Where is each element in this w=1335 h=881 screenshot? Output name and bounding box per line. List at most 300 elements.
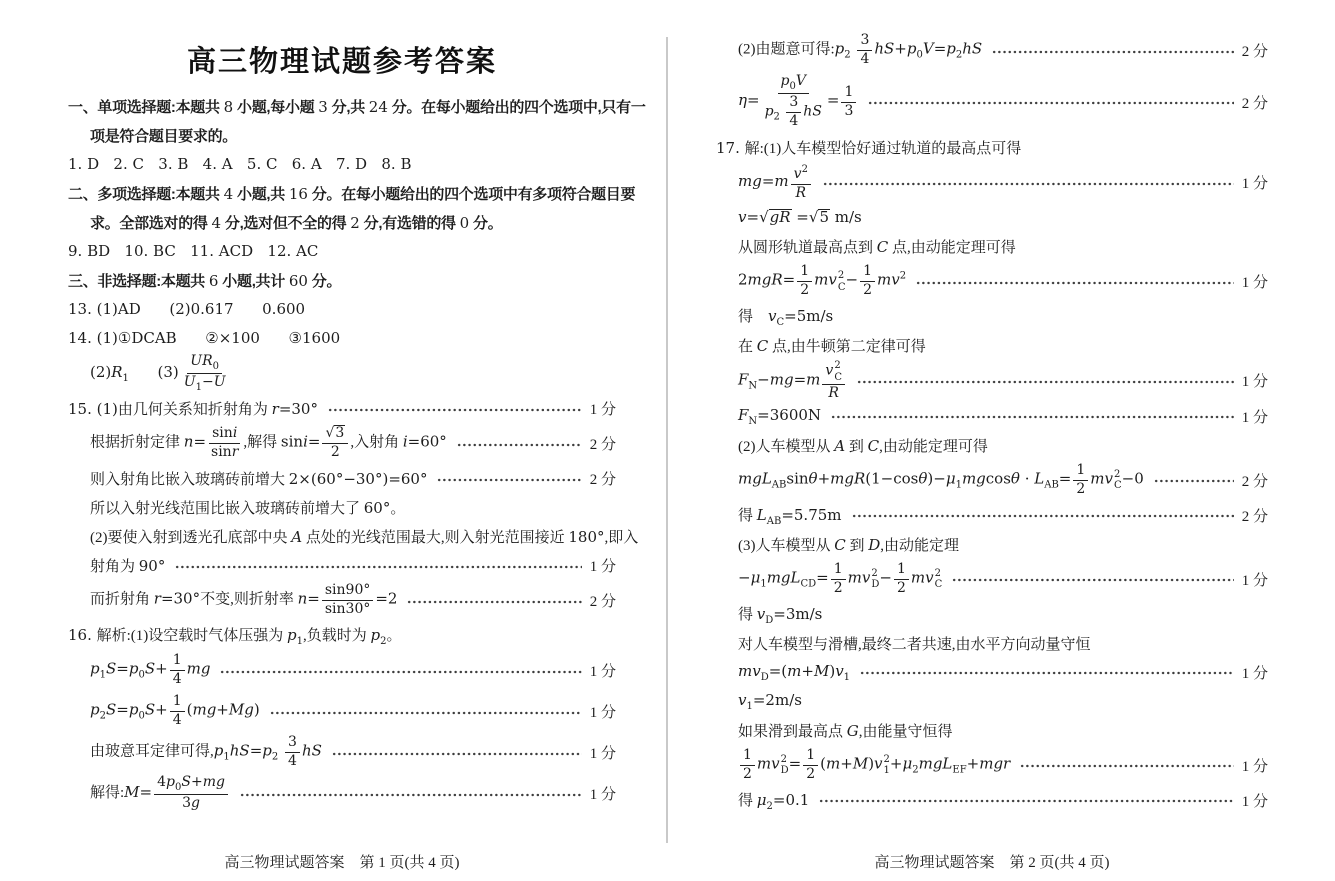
text-segment: 5	[819, 208, 829, 226]
math-variable: mv	[756, 754, 780, 773]
math-variable: v	[793, 165, 802, 182]
text-segment: 小题,共计	[218, 273, 289, 290]
doc-line	[716, 745, 1268, 786]
fraction	[170, 694, 185, 728]
numerator	[170, 653, 185, 671]
text-segment: 而折射角	[90, 591, 154, 608]
radical-sign: √	[759, 208, 769, 226]
score-label: 2 分	[1241, 508, 1268, 525]
math-variable: v	[825, 362, 834, 379]
math-variable: p	[764, 103, 774, 120]
line-content	[738, 435, 988, 456]
text-segment: (1−cos	[865, 469, 919, 488]
subscript: EF	[952, 764, 967, 776]
math-variable: mv	[814, 270, 837, 289]
doc-line	[68, 522, 639, 551]
text-segment: 在	[738, 339, 757, 355]
text-segment: =2	[375, 589, 398, 608]
denominator	[740, 766, 755, 783]
doc-line	[716, 716, 1268, 745]
math-variable: θ	[918, 469, 928, 488]
line-content	[68, 242, 318, 261]
doc-line	[68, 773, 616, 814]
dotted-leader	[457, 443, 582, 447]
math-variable: p	[262, 741, 272, 760]
subscript: 2	[844, 49, 851, 61]
text-segment: 分。	[307, 273, 342, 290]
denominator	[857, 51, 872, 68]
text-segment: 90°	[138, 557, 166, 575]
text-segment: (3)	[128, 362, 179, 381]
text-segment: 2	[1076, 480, 1086, 497]
column-divider	[666, 37, 668, 843]
math-variable: R	[111, 362, 123, 381]
doc-line	[68, 551, 616, 580]
line-content	[68, 270, 341, 291]
math-variable: v	[738, 208, 747, 226]
page-2-footer: 高三物理试题答案 第 2 页(共 4 页)	[874, 855, 1110, 871]
subscript: 2	[773, 111, 780, 123]
math-variable: r	[153, 589, 161, 608]
doc-line	[716, 559, 1268, 600]
line-content	[738, 264, 906, 298]
math-variable: Mg	[228, 700, 254, 719]
doc-line	[68, 324, 616, 353]
math-variable: M	[852, 754, 869, 773]
math-variable: UR	[190, 352, 213, 369]
fraction	[285, 735, 300, 769]
doc-line	[716, 501, 1268, 530]
math-variable: v	[835, 661, 844, 680]
text-segment: 4	[211, 214, 222, 232]
doc-line	[68, 464, 616, 493]
math-variable: m	[787, 661, 802, 680]
subscript: 0	[789, 81, 796, 93]
numerator	[285, 735, 300, 753]
page-title: 高三物理试题参考答案	[186, 46, 497, 78]
numerator	[1073, 463, 1088, 481]
line-content	[90, 426, 447, 460]
fraction	[797, 264, 812, 298]
subscript: 2	[766, 800, 773, 812]
math-variable: gR	[769, 208, 791, 226]
text-segment: C	[934, 579, 943, 591]
text-segment: 60°	[363, 499, 391, 517]
math-variable: θ	[1010, 469, 1020, 488]
math-variable: L	[1034, 469, 1045, 488]
text-segment: 24	[368, 98, 388, 116]
text-segment: =	[788, 754, 802, 773]
subscript: D	[760, 671, 769, 683]
line-content	[738, 603, 822, 626]
text-segment: 3	[335, 425, 345, 442]
text-segment: ,由动能定理可得	[879, 438, 988, 455]
doc-line	[716, 658, 1268, 687]
text-segment: 2	[837, 270, 845, 281]
score-label: 1 分	[589, 787, 616, 803]
numerator	[797, 264, 812, 282]
text-segment: 16.	[68, 626, 97, 644]
fraction	[803, 748, 818, 782]
text-segment: 2	[330, 444, 340, 460]
score-label: 1 分	[1241, 758, 1268, 775]
math-variable: F	[738, 370, 749, 389]
doc-line	[716, 629, 1268, 658]
text-segment: m/s	[829, 208, 862, 226]
text-segment: )−	[927, 469, 946, 488]
doc-line	[68, 650, 616, 691]
text-segment: 2	[871, 567, 878, 579]
doc-line	[68, 208, 616, 237]
math-variable: S	[105, 659, 117, 678]
line-content	[738, 305, 833, 328]
math-variable: m	[806, 370, 821, 389]
subscript: 2	[380, 636, 387, 647]
text-segment: 2	[350, 214, 360, 232]
text-segment: =30°	[278, 400, 318, 418]
dotted-leader	[916, 281, 1234, 285]
math-variable: p	[90, 659, 100, 678]
math-variable: p	[946, 39, 956, 58]
text-segment: 15. (1)	[68, 400, 118, 418]
text-segment: 16	[288, 185, 308, 203]
subscript: CD	[800, 578, 817, 590]
math-variable: G	[846, 721, 859, 740]
line-content	[738, 504, 842, 527]
line-content	[90, 212, 502, 233]
text-segment: −0	[1121, 469, 1144, 488]
doc-line	[68, 691, 616, 732]
line-content	[68, 624, 402, 647]
math-variable: i	[402, 432, 408, 451]
text-segment: )	[868, 754, 875, 773]
math-variable: V	[922, 39, 934, 58]
page-2-lines	[716, 30, 1268, 815]
doc-line	[68, 580, 616, 621]
text-segment: 二、多项选择题:本题共	[68, 186, 224, 203]
math-variable: g	[191, 795, 200, 812]
numerator	[841, 85, 856, 103]
doc-line	[716, 360, 1268, 402]
text-segment: D	[780, 765, 789, 777]
text-segment: 3	[182, 795, 191, 812]
stacked-scripts	[834, 360, 842, 383]
text-segment: +	[216, 700, 229, 719]
dotted-leader	[437, 478, 581, 482]
text-segment: 2	[934, 567, 941, 579]
line-content	[738, 789, 809, 812]
denominator	[786, 113, 801, 130]
denominator	[894, 580, 909, 597]
denominator	[285, 753, 300, 770]
fraction	[762, 74, 825, 130]
text-segment: 小题,共	[233, 186, 289, 203]
text-segment: 1	[863, 263, 873, 280]
text-segment: 2	[1114, 468, 1121, 480]
text-segment: 点处的光线范围最大,则入射光范围接近	[302, 530, 569, 546]
math-variable: R	[828, 385, 839, 401]
dotted-leader	[1154, 479, 1234, 483]
math-variable: η	[738, 91, 747, 110]
page-1-lines	[68, 92, 646, 814]
score-label: 1 分	[589, 559, 616, 575]
text-segment: 1	[883, 765, 890, 777]
text-segment: 则入射角比嵌入玻璃砖前增大	[90, 472, 289, 488]
denominator	[860, 282, 875, 299]
doc-line	[68, 493, 616, 522]
text-segment: =5m/s	[784, 307, 834, 325]
text-segment: 9. BD 10. BC 11. ACD 12. AC	[68, 242, 319, 260]
text-segment: 如果滑到最高点	[738, 723, 847, 740]
subscript: 1	[223, 751, 230, 763]
math-variable: A	[291, 528, 303, 546]
text-segment: 不变,则折射率	[200, 591, 298, 608]
text-segment: 分。在每小题给出的四个选项中,只有一	[387, 99, 646, 116]
math-variable: C	[867, 436, 880, 455]
doc-line	[68, 732, 616, 773]
square-root	[325, 426, 345, 441]
math-variable: mgL	[918, 754, 953, 773]
dotted-leader	[328, 408, 582, 412]
dotted-leader	[857, 380, 1234, 384]
text-segment	[780, 104, 784, 120]
math-variable: v	[738, 690, 747, 709]
math-variable: S	[181, 774, 191, 791]
subscript: 1	[122, 372, 129, 384]
fraction	[822, 360, 845, 402]
text-segment: 1	[172, 652, 182, 669]
math-variable: i	[232, 425, 238, 442]
dotted-leader	[868, 101, 1233, 105]
doc-line	[716, 402, 1268, 431]
text-segment: 4	[223, 185, 234, 203]
text-segment: 1	[896, 561, 906, 577]
doc-line	[68, 237, 616, 266]
fraction	[894, 562, 909, 596]
dotted-leader	[175, 565, 581, 569]
text-segment: sin	[786, 469, 809, 488]
math-variable: mv	[1090, 469, 1113, 488]
line-content	[90, 354, 231, 393]
page-1-footer: 高三物理试题答案 第 1 页(共 4 页)	[224, 855, 460, 871]
text-segment: 4	[172, 671, 182, 687]
doc-line	[68, 621, 616, 650]
text-segment: −	[757, 370, 770, 389]
doc-line	[716, 30, 1268, 71]
doc-line	[68, 266, 616, 295]
text-segment: 得	[738, 507, 757, 524]
doc-line	[716, 162, 1268, 203]
line-content	[738, 335, 926, 356]
text-segment: =	[307, 432, 321, 451]
line-content	[90, 125, 237, 146]
text-segment: −	[879, 568, 892, 587]
text-segment: 根据折射定律	[90, 434, 184, 451]
text-segment: 项是符合题目要求的。	[90, 128, 238, 145]
text-segment: 13. (1)AD (2)0.617 0.600	[68, 300, 306, 318]
subscript: 1	[195, 382, 202, 393]
math-variable: hS	[229, 741, 250, 760]
dotted-leader	[852, 514, 1234, 518]
subscript: N	[748, 415, 758, 427]
text-segment: 1. D 2. C 3. B 4. A 5. C 6. A 7. D 8. B	[68, 155, 412, 173]
math-variable: n	[297, 589, 308, 608]
line-content	[738, 562, 942, 596]
dotted-leader	[952, 578, 1233, 582]
numerator	[857, 33, 872, 51]
subscript: 1	[99, 669, 106, 681]
fraction	[208, 426, 241, 460]
text-segment: 60	[288, 272, 308, 290]
score-label: 1 分	[1241, 409, 1268, 426]
text-segment: (3)人车模型从	[738, 537, 835, 554]
line-content	[68, 398, 318, 419]
score-label: 1 分	[1241, 793, 1268, 810]
denominator	[170, 712, 185, 729]
denominator	[803, 766, 818, 783]
text-segment: 得	[738, 309, 769, 325]
superscript: 2	[801, 163, 808, 175]
line-content	[90, 497, 405, 518]
math-variable: p	[128, 659, 139, 678]
stacked-scripts	[1114, 469, 1122, 492]
text-segment: =3m/s	[773, 604, 823, 623]
line-content	[90, 735, 322, 769]
fraction	[181, 354, 229, 393]
numerator	[791, 164, 811, 185]
subscript: N	[748, 380, 758, 392]
text-segment: sin	[280, 432, 304, 451]
subscript: 0	[138, 669, 145, 681]
text-segment: =	[826, 91, 840, 110]
text-segment: =2m/s	[752, 690, 802, 709]
text-segment: =(	[768, 661, 788, 680]
text-segment: 分,有选错的得	[359, 215, 460, 232]
text-segment: sin	[212, 425, 233, 442]
fraction	[740, 748, 755, 782]
math-variable: p	[128, 700, 139, 719]
text-segment: cos	[985, 469, 1011, 488]
doc-line	[716, 71, 1268, 133]
numerator	[831, 562, 846, 580]
text-segment: 。	[390, 501, 406, 517]
doc-line	[716, 302, 1268, 331]
math-variable: C	[756, 337, 769, 355]
numerator	[322, 426, 348, 444]
text-segment: −	[738, 568, 751, 587]
text-segment: 2	[834, 360, 841, 371]
fraction	[170, 653, 185, 687]
text-segment: 2	[833, 579, 843, 596]
stacked-scripts	[781, 754, 789, 777]
math-variable: m	[826, 754, 841, 773]
numerator	[170, 694, 185, 712]
denominator	[170, 671, 185, 688]
fraction	[154, 775, 228, 812]
denominator	[841, 103, 856, 120]
text-segment: =	[249, 741, 263, 760]
text-segment: +	[155, 659, 168, 678]
math-variable: S	[105, 700, 117, 719]
line-content	[716, 137, 1021, 158]
text-segment: )	[829, 661, 836, 680]
text-segment: =	[747, 91, 760, 110]
math-variable: C	[876, 238, 889, 256]
denominator	[831, 580, 846, 597]
doc-line	[68, 179, 636, 208]
score-label: 1 分	[1241, 275, 1268, 291]
line-content	[738, 33, 982, 67]
text-segment: 3	[789, 94, 799, 111]
text-segment: 4	[172, 712, 182, 728]
doc-line	[716, 232, 1268, 261]
text-segment: =30°	[160, 589, 201, 608]
doc-line	[716, 331, 1268, 360]
text-segment: 4	[860, 51, 870, 67]
doc-line	[716, 530, 1268, 559]
math-variable: p	[90, 700, 100, 719]
subscript: 2	[955, 49, 963, 61]
text-segment: ,入射角	[350, 434, 403, 451]
text-segment: 由玻意耳定律可得,	[90, 743, 214, 760]
math-variable: m	[774, 171, 789, 190]
score-label: 1 分	[1241, 374, 1268, 391]
subscript: 1	[843, 671, 851, 683]
text-segment: =	[793, 370, 807, 389]
page-2-column	[716, 30, 1268, 815]
math-variable: mgR	[830, 469, 866, 488]
text-segment: =	[791, 208, 809, 226]
math-variable: L	[756, 505, 767, 524]
math-variable: A	[834, 436, 846, 455]
text-segment: 求。全部选对的得	[90, 215, 212, 232]
subscript: 0	[916, 49, 923, 61]
line-content	[738, 406, 821, 427]
math-variable: mv	[877, 270, 900, 289]
dotted-leader	[823, 182, 1234, 186]
math-variable: μ	[750, 568, 761, 587]
text-segment: 14. (1)①DCAB ②×100 ③1600	[68, 329, 341, 347]
subscript: 0	[138, 710, 145, 722]
doc-line	[68, 394, 616, 423]
line-content	[68, 96, 646, 117]
score-label: 2 分	[1241, 44, 1268, 60]
score-label: 1 分	[1241, 572, 1268, 589]
text-segment	[278, 742, 283, 760]
text-segment: 180°	[568, 528, 605, 546]
math-variable: F	[738, 405, 749, 424]
text-segment: 射角为	[90, 559, 139, 575]
text-segment: (2)由题意可得:	[738, 41, 835, 58]
score-label: 1 分	[1241, 176, 1268, 192]
score-label: 2 分	[1241, 473, 1268, 490]
text-segment: ,即入	[604, 530, 639, 546]
text-segment: 所以入射光线范围比嵌入玻璃砖前增大了	[90, 501, 364, 517]
text-segment: 2	[743, 765, 752, 782]
math-variable: mgL	[738, 469, 772, 488]
math-variable: p	[213, 741, 224, 760]
text-segment: +	[155, 700, 168, 719]
text-segment: 分。	[469, 215, 503, 232]
text-segment: +	[801, 661, 814, 680]
text-segment: 解得:	[90, 784, 125, 801]
text-segment: sin30°	[324, 601, 371, 617]
text-segment: =	[782, 270, 796, 289]
text-segment: 1	[800, 263, 810, 280]
score-label: 1 分	[589, 705, 616, 721]
text-segment: =	[139, 782, 153, 801]
math-variable: mv	[738, 661, 761, 680]
